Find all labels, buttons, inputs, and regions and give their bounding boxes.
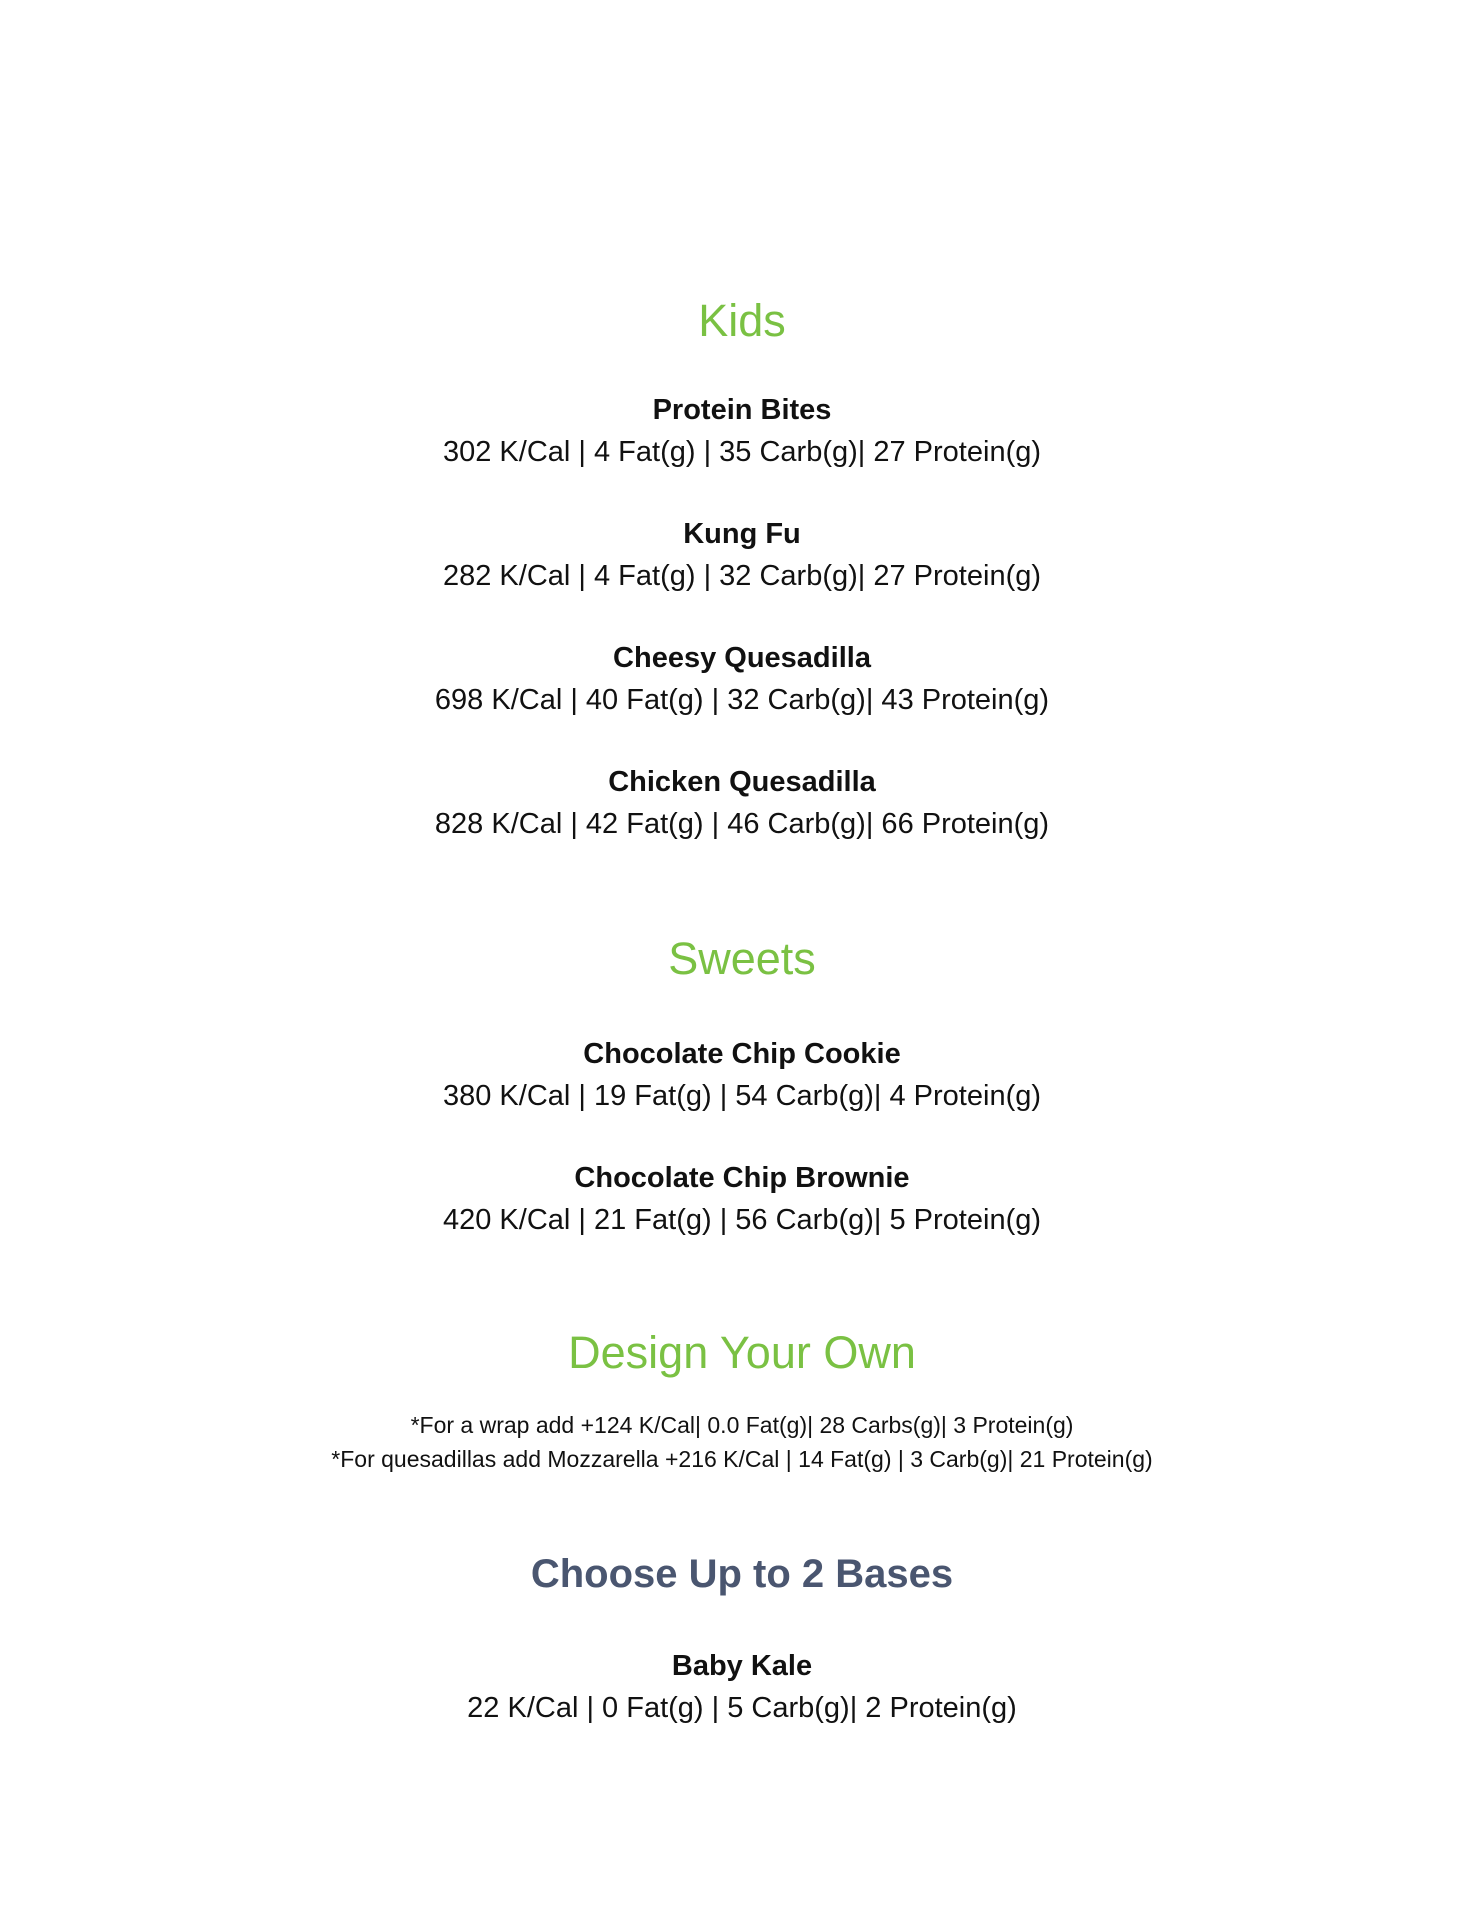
note-quesadilla: *For quesadillas add Mozzarella +216 K/Cal | 14 Fat(g) | 3 Carb(g)| 21 Protein(g) (331, 1446, 1153, 1472)
item-nutrition: 828 K/Cal | 42 Fat(g) | 46 Carb(g)| 66 Protein(g) (434, 808, 1050, 840)
section-title-kids: Kids (698, 295, 786, 346)
item-nutrition: 22 K/Cal | 0 Fat(g) | 5 Carb(g)| 2 Protein(g) (467, 1692, 1017, 1724)
item-name: Baby Kale (671, 1650, 813, 1682)
item-name: Chocolate Chip Cookie (583, 1038, 901, 1070)
section-title-sweets: Sweets (668, 933, 816, 984)
item-name: Kung Fu (683, 518, 801, 550)
item-nutrition: 302 K/Cal | 4 Fat(g) | 35 Carb(g)| 27 Protein(g) (442, 436, 1042, 468)
item-name: Cheesy Quesadilla (613, 642, 871, 674)
item-nutrition: 380 K/Cal | 19 Fat(g) | 54 Carb(g)| 4 Protein(g) (442, 1080, 1042, 1112)
item-name: Chicken Quesadilla (608, 766, 876, 798)
item-nutrition: 420 K/Cal | 21 Fat(g) | 56 Carb(g)| 5 Protein(g) (442, 1204, 1042, 1236)
item-name: Protein Bites (652, 394, 832, 426)
item-name: Chocolate Chip Brownie (574, 1162, 910, 1194)
subsection-title-bases: Choose Up to 2 Bases (530, 1552, 954, 1596)
section-title-design-your-own: Design Your Own (568, 1327, 916, 1378)
item-nutrition: 282 K/Cal | 4 Fat(g) | 32 Carb(g)| 27 Protein(g) (442, 560, 1042, 592)
item-nutrition: 698 K/Cal | 40 Fat(g) | 32 Carb(g)| 43 Protein(g) (434, 684, 1050, 716)
note-wrap: *For a wrap add +124 K/Cal| 0.0 Fat(g)| 28 Carbs(g)| 3 Protein(g) (410, 1412, 1074, 1438)
